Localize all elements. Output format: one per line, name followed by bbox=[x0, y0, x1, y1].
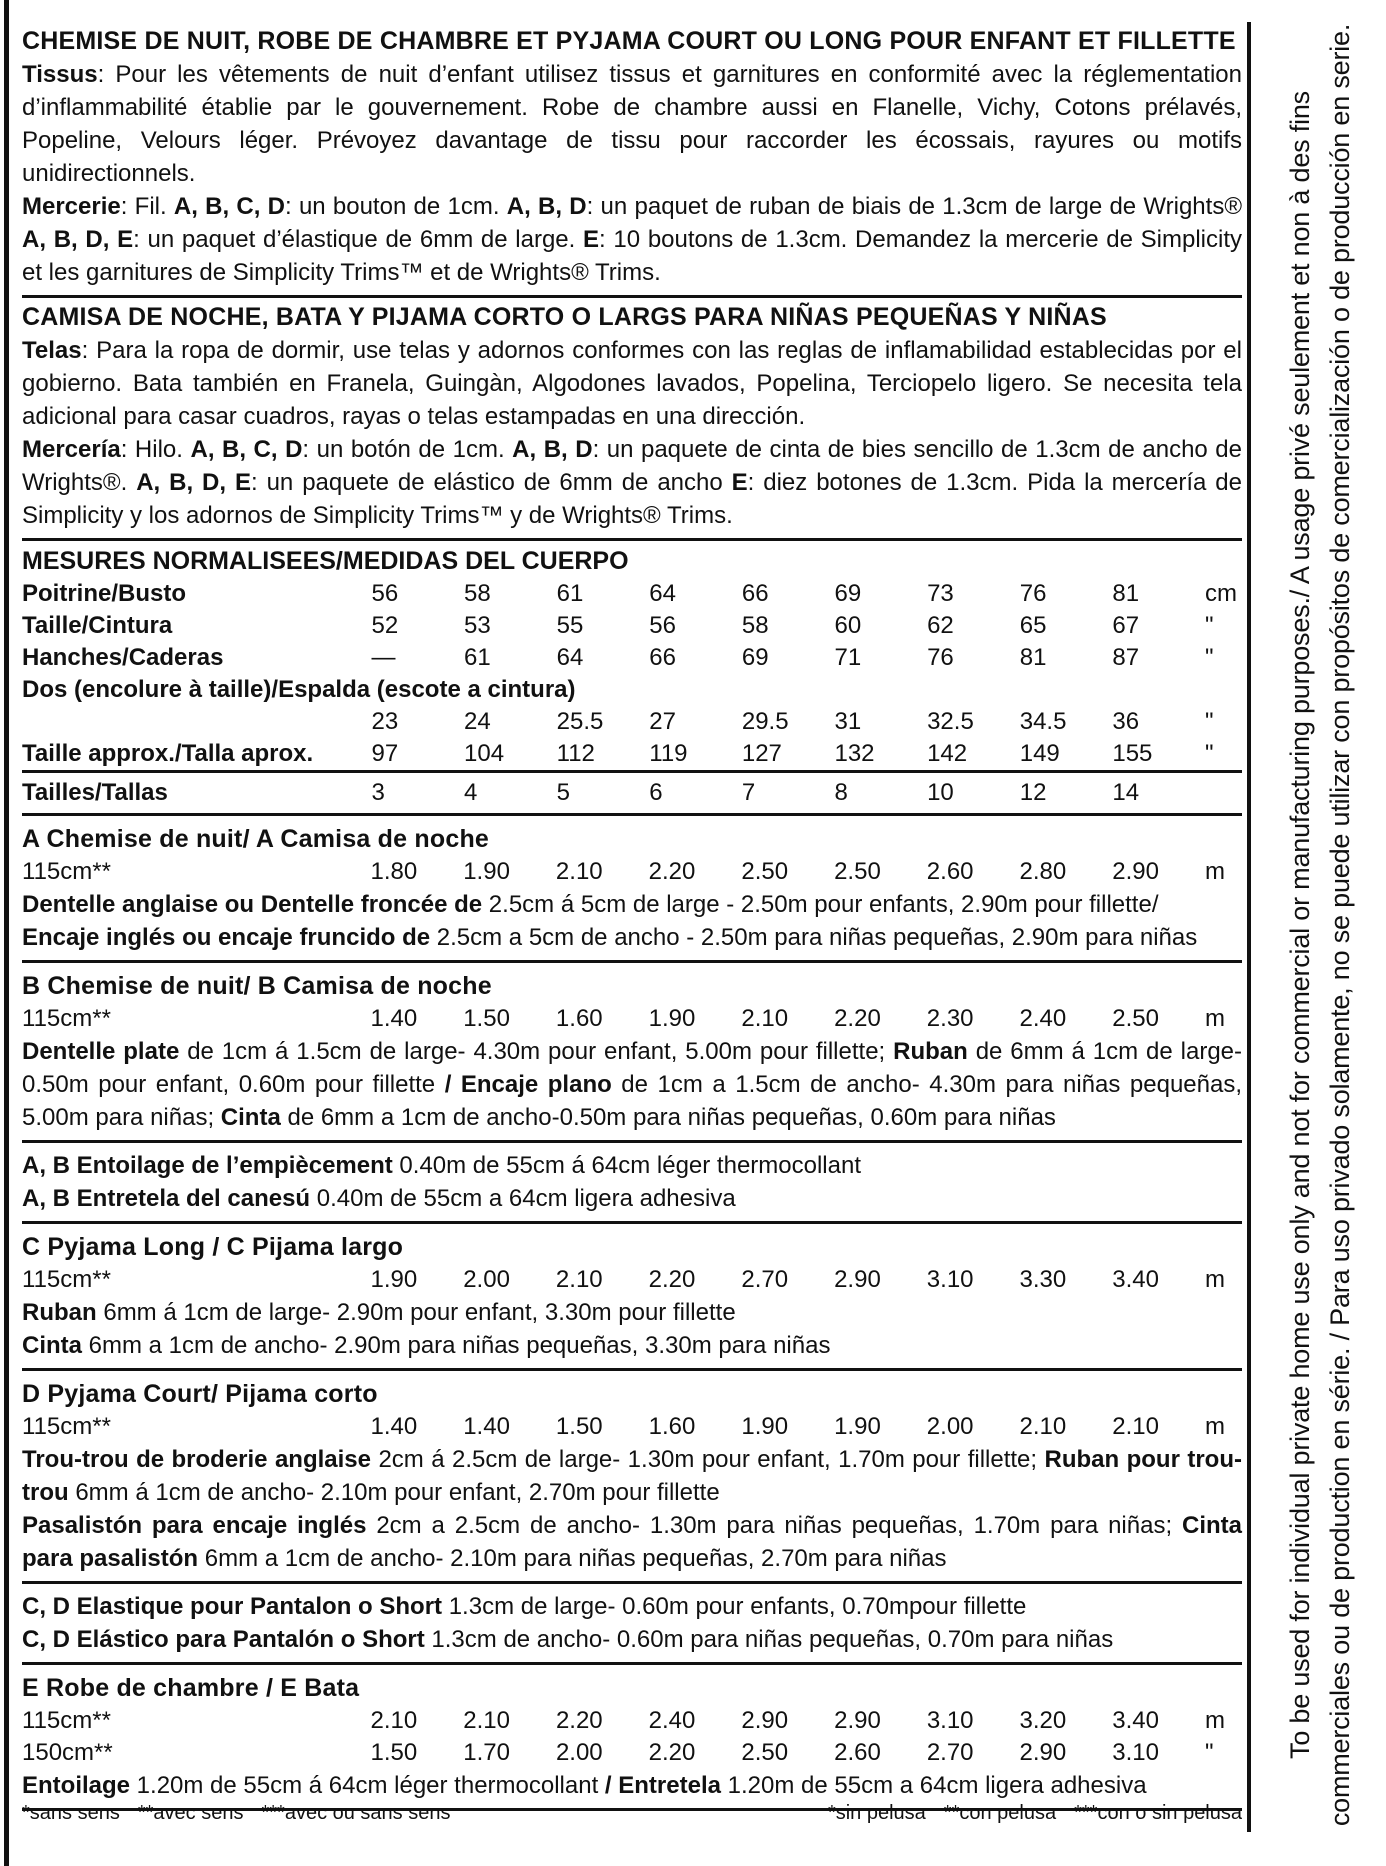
view-c-ribbon-es: Cinta 6mm a 1cm de ancho- 2.90m para niñas pequeñas, 3.30m para niñas bbox=[22, 1332, 831, 1359]
elastic-cd-fr: C, D Elastique pour Pantalon o Short 1.3cm de large- 0.60m pour enfants, 0.70mpour fillette bbox=[22, 1593, 1027, 1620]
view-d-title: D Pyjama Court/ Pijama corto bbox=[22, 1380, 378, 1408]
elastic-cd-section bbox=[22, 1584, 1242, 1665]
content bbox=[22, 22, 1242, 1811]
view-e-section bbox=[22, 1665, 1242, 1811]
french-title: CHEMISE DE NUIT, ROBE DE CHAMBRE ET PYJAMA COURT OU LONG POUR ENFANT ET FILLETTE bbox=[22, 27, 1236, 55]
view-e-yardage bbox=[22, 1705, 1242, 1769]
interfacing-ab-fr: A, B Entoilage de l’empiècement 0.40m de 55cm á 64cm léger thermocollant bbox=[22, 1152, 861, 1179]
table-row: 115cm** 1.90 2.00 2.10 2.20 2.70 2.90 3.10 3.30 3.40 m bbox=[22, 1266, 1225, 1293]
table-row: Hanches/Caderas — 61 64 66 69 71 76 81 87 " bbox=[22, 642, 1242, 674]
vertical-divider bbox=[1247, 22, 1251, 1832]
table-row: Poitrine/Busto 56 58 61 64 66 69 73 76 81 cm bbox=[22, 578, 1242, 610]
row-label: Taille approx./Talla aprox. bbox=[22, 740, 314, 767]
view-b-trims: Dentelle plate de 1cm á 1.5cm de large- 4.30m pour enfant, 5.00m pour fillette; Ruban de 6mm á 1cm de large- 0.50m pour enfant, 0.60m pour fillette / Encaje plano de 1cm a 1.5cm de ancho- 4.30m para niñas pequeñas, 5.00m para niñas; Cinta de 6mm a 1cm de ancho-0.50m para niñas pequeñas, 0.60m para niñas bbox=[22, 1038, 1243, 1131]
table-row: 115cm** 2.10 2.10 2.20 2.40 2.90 2.90 3.10 3.20 3.40 m bbox=[22, 1707, 1225, 1734]
french-description bbox=[22, 22, 1242, 298]
view-b-yardage bbox=[22, 1003, 1242, 1035]
view-e-title: E Robe de chambre / E Bata bbox=[22, 1674, 360, 1702]
view-a-title: A Chemise de nuit/ A Camisa de noche bbox=[22, 825, 490, 853]
view-b-section bbox=[22, 963, 1242, 1143]
view-a-yardage bbox=[22, 856, 1242, 888]
view-e-interfacing: Entoilage 1.20m de 55cm á 64cm léger thermocollant / Entretela 1.20m de 55cm a 64cm ligera adhesiva bbox=[22, 1772, 1147, 1799]
table-row: 150cm** 1.50 1.70 2.00 2.20 2.50 2.60 2.70 2.90 3.10 " bbox=[22, 1739, 1214, 1766]
french-fabrics: Tissus: Pour les vêtements de nuit d’enfant utilisez tissus et garnitures en conformité avec la réglementation d’inflammabilité établie par le gouvernement. Robe de chambre aussi en Flanelle, Vichy, Cotons prélavés, Popeline, Velours léger. Prévoyez davantage de tissu pour raccorder les écossais, rayures ou motifs unidirectionnels. bbox=[22, 61, 1242, 187]
elastic-cd-es: C, D Elástico para Pantalón o Short 1.3cm de ancho- 0.60m para niñas pequeñas, 0.70m para niñas bbox=[22, 1626, 1114, 1653]
side-notice bbox=[1258, 20, 1382, 1830]
table-row: 115cm** 1.40 1.50 1.60 1.90 2.10 2.20 2.30 2.40 2.50 m bbox=[22, 1005, 1225, 1032]
spanish-description bbox=[22, 298, 1242, 541]
interfacing-ab-es: A, B Entretela del canesú 0.40m de 55cm a 64cm ligera adhesiva bbox=[22, 1185, 736, 1212]
view-d-trims-fr: Trou-trou de broderie anglaise 2cm á 2.5cm de large- 1.30m pour enfant, 1.70m pour fillette; Ruban pour trou-trou 6mm á 1cm de ancho- 2.10m pour enfant, 2.70m pour fillette bbox=[22, 1446, 1242, 1506]
view-c-ribbon-fr: Ruban 6mm á 1cm de large- 2.90m pour enfant, 3.30m pour fillette bbox=[22, 1299, 736, 1326]
table-row: Taille approx./Talla aprox. 97 104 112 119 127 132 142 149 155 " bbox=[22, 738, 1242, 772]
measurements-title: MESURES NORMALISEES/MEDIDAS DEL CUERPO bbox=[22, 547, 629, 575]
view-a-section bbox=[22, 816, 1242, 963]
side-notice-text: To be used for individual private home use only and not for commercial or manufacturing purposes./ A usage privé seulement et non à des fins commerciales ou de production en série. / Para uso privado solamente, no se puede utilizar con propósitos de comercialización o de producción en serie. bbox=[1285, 23, 1355, 1827]
view-a-lace-fr: Dentelle anglaise ou Dentelle froncée de 2.5cm á 5cm de large - 2.50m pour enfants, 2.90m pour fillette/ bbox=[22, 891, 1159, 918]
view-d-section bbox=[22, 1371, 1242, 1584]
sizes-row: Tailles/Tallas 3 4 5 6 7 8 10 12 14 bbox=[22, 772, 1242, 815]
view-d-trims-es: Pasalistón para encaje inglés 2cm a 2.5cm de ancho- 1.30m para niñas pequeñas, 1.70m para niñas; Cinta para pasalistón 6mm a 1cm de ancho- 2.10m para niñas pequeñas, 2.70m para niñas bbox=[22, 1512, 1242, 1572]
table-row: Taille/Cintura 52 53 55 56 58 60 62 65 67 " bbox=[22, 610, 1242, 642]
footnotes-es: *sin pelusa **con pelusa ***con o sin pelusa bbox=[827, 1802, 1242, 1824]
footnotes bbox=[22, 1802, 1242, 1825]
left-border bbox=[4, 0, 9, 1866]
view-c-section bbox=[22, 1224, 1242, 1371]
spanish-title: CAMISA DE NOCHE, BATA Y PIJAMA CORTO O LARGS PARA NIÑAS PEQUEÑAS Y NIÑAS bbox=[22, 303, 1107, 331]
table-row: 115cm** 1.40 1.40 1.50 1.60 1.90 1.90 2.00 2.10 2.10 m bbox=[22, 1413, 1225, 1440]
spanish-fabrics: Telas: Para la ropa de dormir, use telas y adornos conformes con las reglas de inflamabilidad establecidas por el gobierno. Bata también en Franela, Guingàn, Algodones lavados, Popelina, Terciopelo ligero. Se necesita tela adicional para casar cuadros, rayas o telas estampadas en una dirección. bbox=[22, 337, 1242, 430]
view-c-title: C Pyjama Long / C Pijama largo bbox=[22, 1233, 404, 1261]
footnotes-fr: *sans sens **avec sens ***avec ou sans sens bbox=[22, 1802, 451, 1824]
view-d-yardage bbox=[22, 1411, 1242, 1443]
view-a-lace-es: Encaje inglés ou encaje fruncido de 2.5cm a 5cm de ancho - 2.50m para niñas pequeñas, 2.90m para niñas bbox=[22, 924, 1198, 951]
row-label: Hanches/Caderas bbox=[22, 644, 224, 671]
back-length-label: Dos (encolure à taille)/Espalda (escote a cintura) bbox=[22, 676, 576, 703]
table-row bbox=[22, 674, 1242, 706]
row-label: Taille/Cintura bbox=[22, 612, 173, 639]
row-label: Poitrine/Busto bbox=[22, 580, 187, 607]
table-row: 115cm** 1.80 1.90 2.10 2.20 2.50 2.50 2.60 2.80 2.90 m bbox=[22, 858, 1225, 885]
spanish-notions: Mercería: Hilo. A, B, C, D: un botón de 1cm. A, B, D: un paquete de cinta de bies sencillo de 1.3cm de ancho de Wrights®. A, B, D, E: un paquete de elástico de 6mm de ancho E: diez botones de 1.3cm. Pida la mercería de Simplicity y los adornos de Simplicity Trims™ y de Wrights® Trims. bbox=[22, 436, 1243, 529]
interfacing-ab-section bbox=[22, 1143, 1242, 1224]
view-b-title: B Chemise de nuit/ B Camisa de noche bbox=[22, 972, 492, 1000]
measurements-section bbox=[22, 541, 1242, 816]
table-row: 23 24 25.5 27 29.5 31 32.5 34.5 36 " bbox=[371, 708, 1214, 735]
view-c-yardage bbox=[22, 1264, 1242, 1296]
measurements-table bbox=[22, 578, 1242, 816]
row-label: Tailles/Tallas bbox=[22, 779, 168, 806]
french-notions: Mercerie: Fil. A, B, C, D: un bouton de 1cm. A, B, D: un paquet de ruban de biais de 1.3cm de large de Wrights® A, B, D, E: un paquet d’élastique de 6mm de large. E: 10 boutons de 1.3cm. Demandez la mercerie de Simplicity et les garnitures de Simplicity Trims™ et de Wrights® Trims. bbox=[22, 193, 1242, 286]
